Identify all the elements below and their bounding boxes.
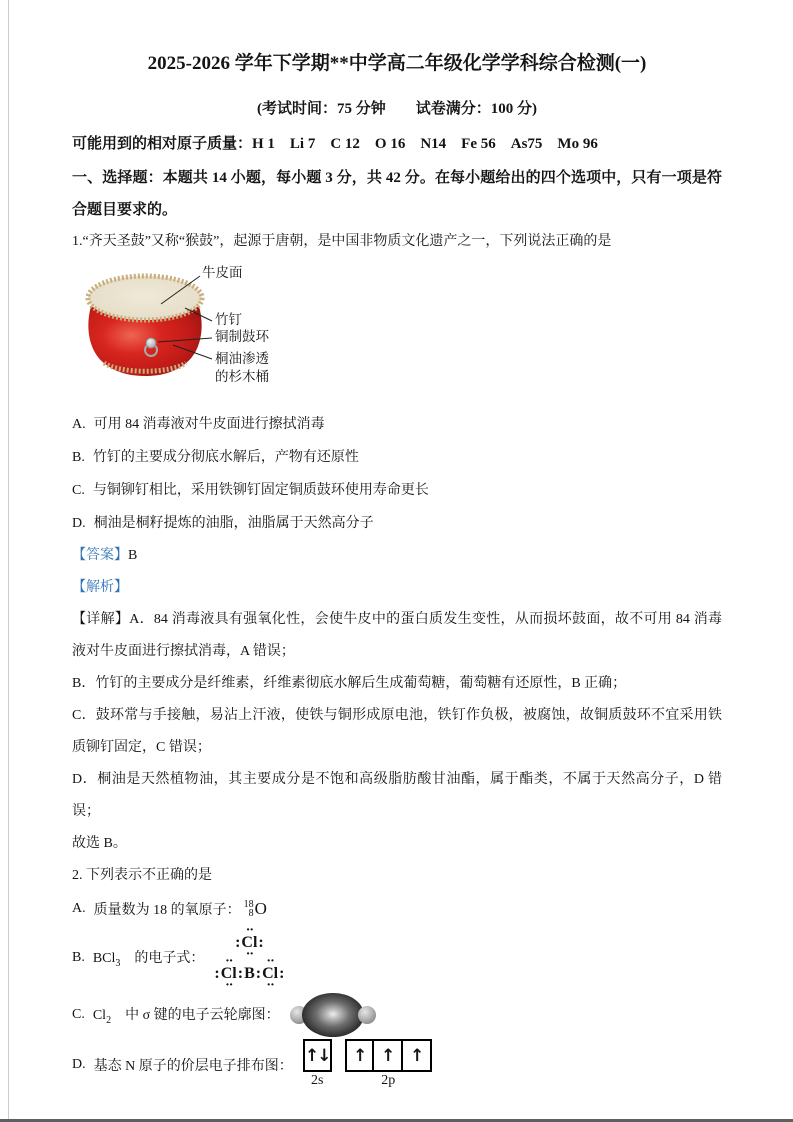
q1-analysis-line [72,572,722,604]
q1-detail-b: B．竹钉的主要成分是纤维素，纤维素彻底水解后生成葡萄糖，葡萄糖有还原性，B 正确； [72,676,627,691]
q2-option-b [72,925,722,991]
orbital-box-2p3: ↑ [403,1039,432,1072]
option-text: 竹钉的主要成分彻底水解后，产物有还原性 [92,450,359,465]
element-symbol: O [254,898,267,918]
electron-cloud-right-sphere [358,1006,376,1024]
page-left-border [8,0,9,1122]
q2-option-c [72,991,722,1039]
q1-detail-a: 【详解】A．84 消毒液具有强氧化性，会使牛皮中的蛋白质发生变性，从而损坏鼓面，故不可用 84 消毒液对牛皮面进行擦拭消毒，A 错误； [72,612,722,659]
figure-label-nail: 竹钉 [215,312,242,327]
q1-answer-line [72,540,722,572]
orbital-box-2p2: ↑ [374,1039,403,1072]
option-text: BCl$_3$ 的电子式： [92,951,205,969]
option-text: 质量数为 18 的氧原子： [93,902,241,918]
orbital-label-2p: 2p [381,1073,396,1088]
q1-option-c [72,474,722,507]
q1-option-d [72,507,722,540]
lewis-structure-bcl3: : ·· Cl ·· : : ·· Cl ·· : B : ·· Cl ·· : [214,923,285,993]
q2-option-d [72,1039,722,1090]
q1-detail-c: C．鼓环常与手接触，易沾上汗液，使铁与铜形成原电池，铁钉作负极，被腐蚀，故铜质鼓环不宜采用铁质铆钉固定，C 错误； [72,708,722,755]
option-text: 基态 N 原子的价层电子排布图： [93,1058,293,1074]
option-text: 与铜铆钉相比，采用铁铆钉固定铜质鼓环使用寿命更长 [92,483,429,498]
orbital-2s-box-group [303,1039,332,1072]
document-page [72,50,722,1090]
orbital-box-2s: ↑↓ [303,1039,332,1072]
analysis-tag: 【解析】 [72,580,128,595]
orbital-box-2p1: ↑ [345,1039,374,1072]
option-letter: A. [72,417,86,432]
atomic-masses-line: 可能用到的相对原子质量：H 1 Li 7 C 12 O 16 N14 Fe 56 As75 Mo 96 [72,136,598,152]
orbital-label-2s: 2s [311,1073,324,1088]
lewis-atom-cl-right: ·· Cl ·· [262,954,279,993]
option-text: $Cl_2$ 中 σ 键的电子云轮廓图： [92,1008,280,1026]
page-title: 2025-2026 学年下学期**中学高二年级化学学科综合检测(一) [147,53,647,74]
figure-label-ring: 铜制鼓环 [215,329,269,344]
q1-detail-d: D．桐油是天然植物油，其主要成分是不饱和高级脂肪酸甘油酯，属于酯类，不属于天然高分子，D 错误； [72,772,722,819]
option-text: 可用 84 消毒液对牛皮面进行擦拭消毒 [93,417,325,432]
q1-detail-conclusion: 故选 B。 [72,836,127,851]
answer-value: B [128,548,138,563]
option-letter: D. [72,516,86,531]
lewis-atom-b: B [244,965,255,982]
lewis-atom-cl-top: ·· Cl ·· [241,923,258,962]
option-letter: A. [72,900,86,916]
question-2-stem: 2. 下列表示不正确的是 [72,868,212,883]
isotope-notation-o18 [244,899,267,919]
q1-option-b [72,441,722,474]
drum-figure [85,264,425,396]
sigma-bond-electron-cloud [290,991,376,1039]
option-letter: C. [72,1007,85,1022]
exam-info-line: (考试时间：75 分钟 试卷满分：100 分) [257,101,537,117]
lewis-atom-cl-left: ·· Cl ·· [220,954,237,993]
answer-tag: 【答案】 [72,548,128,563]
option-letter: B. [72,950,85,965]
atomic-number: 8 [248,907,254,919]
section-1-header: 一、选择题：本题共 14 小题，每小题 3 分，共 42 分。在每小题给出的四个选项中，只有一项是符合题目要求的。 [72,170,722,218]
electron-cloud-lobe [302,993,364,1037]
option-letter: C. [72,483,85,498]
mass-number: 18 [243,898,254,910]
question-1-stem: 1.“齐天圣鼓”又称“猴鼓”，起源于唐朝，是中国非物质文化遗产之一，下列说法正确的是 [72,234,612,249]
q2-option-a [72,892,722,925]
option-text: 桐油是桐籽提炼的油脂，油脂属于天然高分子 [93,516,374,531]
orbital-diagram-n [303,1039,432,1090]
q1-option-a [72,408,722,441]
option-letter: B. [72,450,85,465]
orbital-2p-box-group [345,1039,432,1072]
figure-label-barrel: 桐油渗透 的杉木桶 [215,351,269,384]
option-letter: D. [72,1056,86,1072]
figure-label-skin: 牛皮面 [202,265,243,280]
